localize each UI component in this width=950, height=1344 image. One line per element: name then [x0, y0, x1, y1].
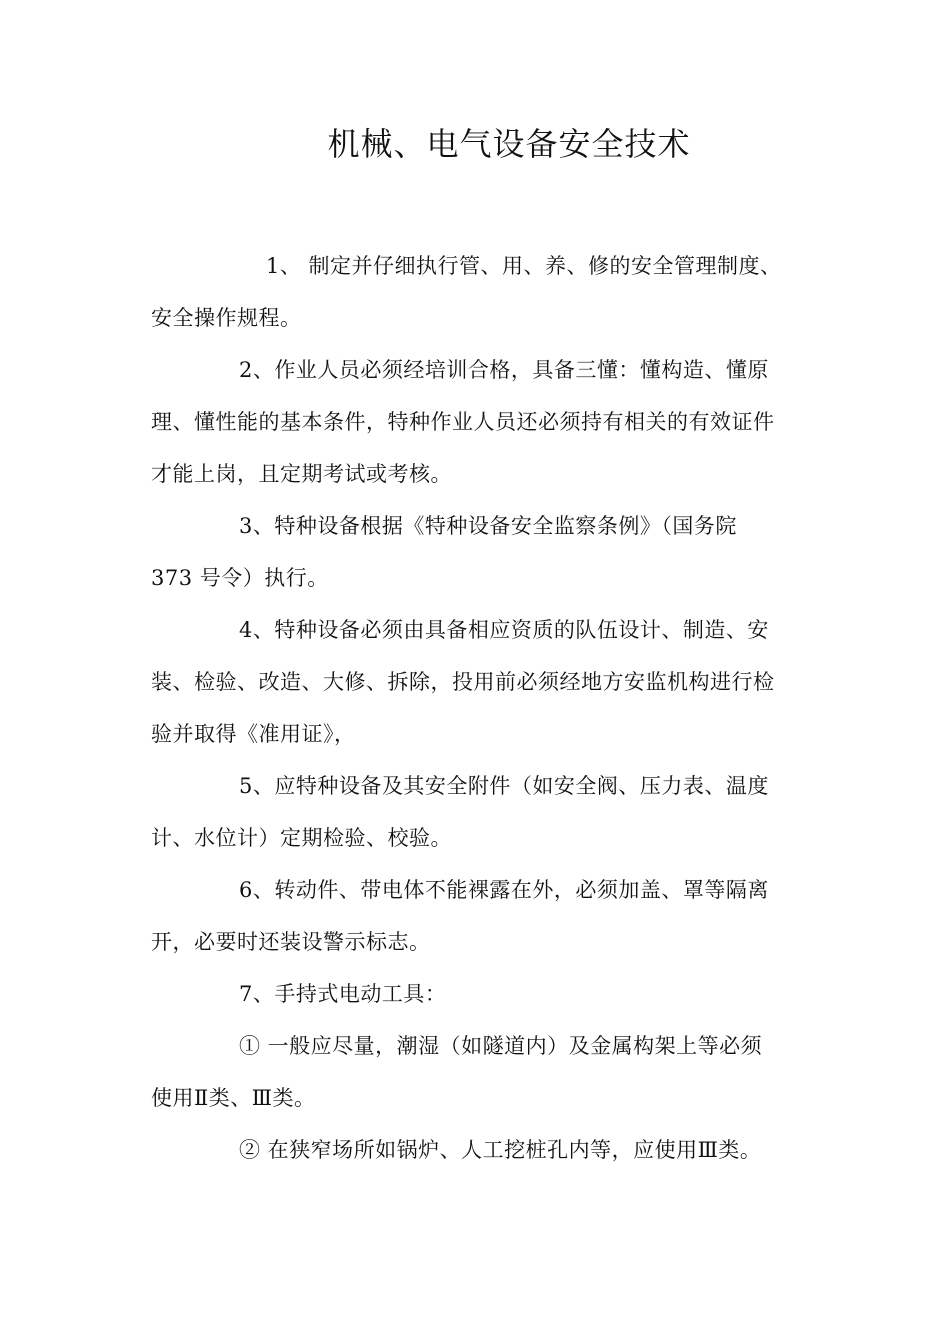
paragraph-5-line-1: 5、应特种设备及其安全附件（如安全阀、压力表、温度	[239, 774, 769, 798]
paragraph-6-line-2: 开，必要时还装设警示标志。	[151, 930, 431, 954]
paragraph-6-line-1: 6、转动件、带电体不能裸露在外，必须加盖、罩等隔离	[239, 878, 769, 902]
paragraph-1-line-1: 1、 制定并仔细执行管、用、养、修的安全管理制度、	[266, 254, 782, 278]
paragraph-9-line-1: ② 在狭窄场所如锅炉、人工挖桩孔内等，应使用Ⅲ类。	[239, 1138, 762, 1162]
paragraph-7-line-1: 7、手持式电动工具：	[239, 982, 447, 1006]
paragraph-8-line-2: 使用Ⅱ类、Ⅲ类。	[151, 1086, 316, 1110]
paragraph-1-line-2: 安全操作规程。	[151, 306, 302, 330]
document-title: 机械、电气设备安全技术	[327, 125, 691, 163]
paragraph-4-line-2: 装、检验、改造、大修、拆除，投用前必须经地方安监机构进行检	[151, 670, 775, 694]
paragraph-2-line-2: 理、懂性能的基本条件，特种作业人员还必须持有相关的有效证件	[151, 410, 775, 434]
paragraph-2-line-1: 2、作业人员必须经培训合格，具备三懂：懂构造、懂原	[239, 358, 769, 382]
paragraph-4-line-1: 4、特种设备必须由具备相应资质的队伍设计、制造、安	[239, 618, 769, 642]
document-body	[151, 240, 803, 1176]
paragraph-8-line-1: ① 一般应尽量，潮湿（如隧道内）及金属构架上等必须	[239, 1034, 763, 1058]
paragraph-3-line-2: 373 号令）执行。	[151, 566, 329, 590]
paragraph-5-line-2: 计、水位计）定期检验、校验。	[151, 826, 452, 850]
paragraph-3-line-1: 3、特种设备根据《特种设备安全监察条例》（国务院	[239, 514, 737, 538]
paragraph-4-line-3: 验并取得《准用证》，	[151, 722, 356, 746]
paragraph-2-line-3: 才能上岗，且定期考试或考核。	[151, 462, 452, 486]
